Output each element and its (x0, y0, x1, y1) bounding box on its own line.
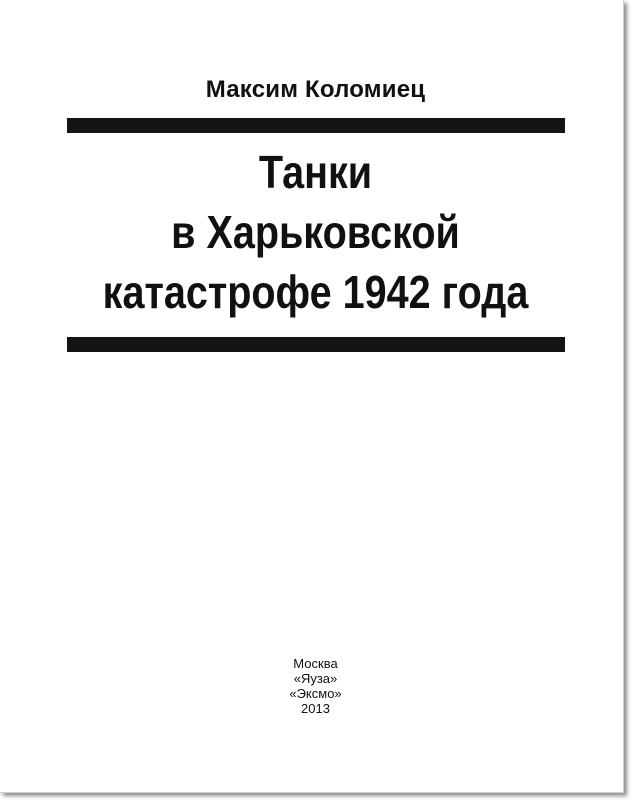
imprint-year: 2013 (301, 701, 330, 716)
top-divider-bar (67, 118, 565, 133)
imprint-city: Москва (293, 656, 338, 671)
title-line-3: катастрофе 1942 года (102, 266, 529, 318)
title-line-2: в Харьковской (171, 206, 460, 258)
imprint-publisher-yauza: «Яуза» (293, 671, 338, 686)
imprint-publisher-eksmo: «Эксмо» (289, 686, 342, 701)
bottom-divider-bar (67, 337, 565, 352)
publisher-imprint (0, 656, 631, 716)
book-title (0, 142, 631, 322)
author-name: Максим Коломиец (205, 76, 426, 103)
title-line-1: Танки (258, 146, 373, 198)
